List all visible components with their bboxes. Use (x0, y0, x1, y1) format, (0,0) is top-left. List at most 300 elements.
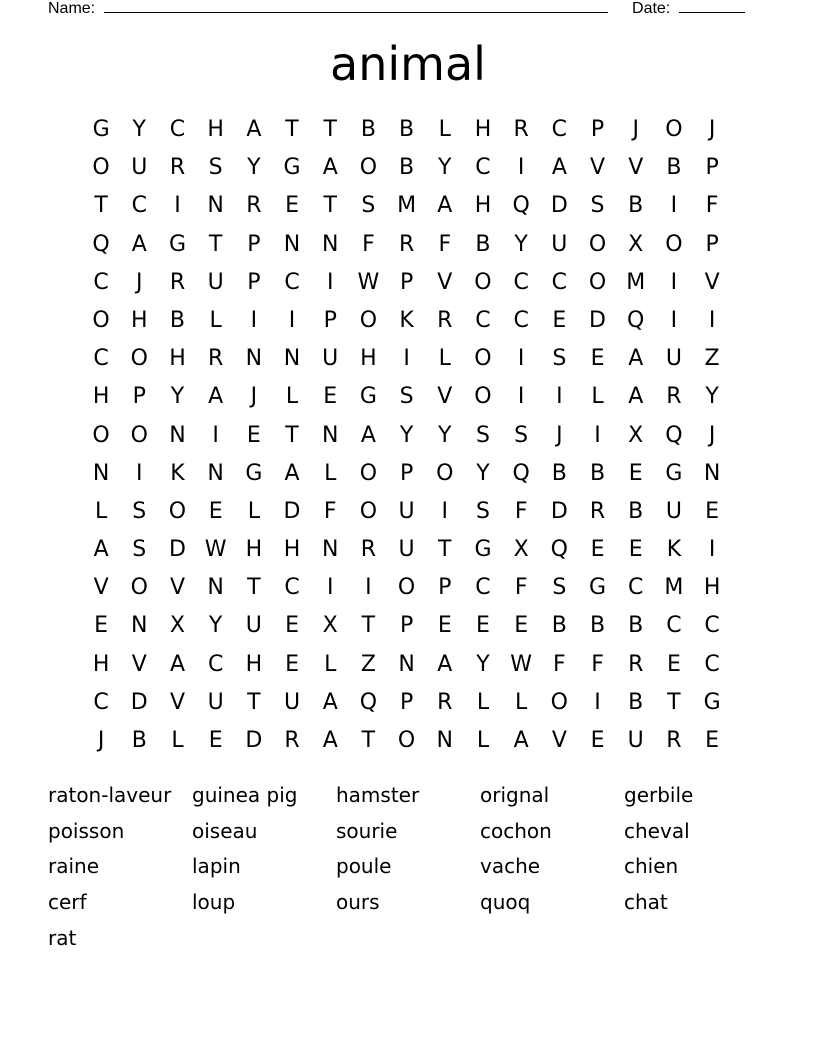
grid-letter: Q (512, 193, 530, 219)
grid-letter: F (514, 498, 528, 524)
grid-letter: V (437, 269, 453, 295)
grid-letter: S (475, 498, 490, 524)
grid-letter: Y (208, 613, 223, 639)
grid-letter: L (94, 498, 108, 524)
grid-letter: O (359, 307, 378, 333)
grid-letter: P (705, 155, 719, 181)
word-bank-item: gerbile (624, 783, 694, 807)
grid-letter: O (397, 728, 416, 753)
grid-letter: F (514, 575, 528, 601)
grid-letter: B (628, 689, 644, 715)
name-label: Name: (48, 0, 96, 17)
grid-row (82, 569, 732, 607)
grid-letter: Q (627, 307, 645, 333)
grid-letter: U (627, 728, 644, 753)
grid-letter: G (665, 460, 683, 486)
grid-letter: O (359, 498, 378, 524)
grid-letter: A (322, 689, 338, 715)
grid-letter: C (513, 307, 529, 333)
word-bank-item: raton-laveur (48, 783, 172, 807)
grid-letter: I (288, 307, 296, 333)
grid-letter: C (551, 269, 568, 295)
grid-letter: L (438, 117, 451, 142)
grid-letter: R (666, 384, 682, 410)
grid-letter: Q (512, 460, 530, 486)
grid-letter: E (705, 728, 720, 753)
grid-letter: E (590, 728, 605, 753)
grid-row (82, 684, 732, 722)
grid-letter: R (284, 728, 300, 753)
grid-letter: G (359, 384, 377, 410)
grid-letter: B (131, 728, 147, 753)
grid-row (82, 722, 732, 760)
grid-letter: T (208, 231, 223, 257)
grid-letter: R (169, 269, 186, 295)
grid-letter: E (285, 651, 299, 677)
grid-letter: I (708, 537, 716, 563)
grid-letter: U (398, 498, 415, 524)
grid-letter: O (130, 346, 148, 372)
grid-letter: I (441, 498, 449, 524)
grid-letter: T (361, 728, 376, 753)
grid-letter: J (97, 728, 105, 753)
grid-letter: C (475, 575, 491, 601)
grid-letter: A (437, 651, 453, 677)
grid-letter: O (436, 460, 454, 486)
grid-letter: E (628, 460, 643, 486)
word-bank-item: chat (624, 890, 668, 915)
grid-letter: C (704, 651, 720, 677)
grid-letter: T (438, 537, 452, 563)
word-bank-item: cerf (48, 890, 87, 915)
grid-letter: B (666, 155, 682, 181)
grid-letter: A (360, 422, 376, 448)
grid-letter: G (474, 537, 492, 563)
puzzle-title: animal (330, 37, 486, 91)
grid-row (82, 340, 732, 378)
grid-letter: L (476, 689, 490, 715)
grid-letter: H (92, 384, 110, 410)
grid-letter: K (399, 307, 414, 333)
grid-row (82, 378, 732, 416)
grid-letter: R (513, 117, 529, 142)
grid-letter: E (208, 498, 223, 524)
word-bank-item: lapin (192, 854, 241, 879)
grid-letter: E (552, 307, 567, 333)
grid-letter: C (475, 307, 491, 333)
grid-letter: R (169, 155, 186, 181)
grid-letter: T (667, 689, 681, 715)
word-bank-item: orignal (480, 783, 550, 807)
grid-letter: Y (438, 422, 452, 448)
grid-letter: X (513, 537, 529, 563)
grid-letter: W (204, 537, 227, 563)
grid-row (82, 531, 732, 569)
grid-letter: E (285, 613, 299, 639)
grid-letter: Y (438, 155, 452, 181)
grid-letter: A (628, 384, 644, 410)
grid-letter: G (589, 575, 607, 601)
grid-letter: E (666, 651, 681, 677)
grid-letter: B (169, 307, 186, 333)
grid-letter: K (170, 460, 185, 486)
grid-letter: P (705, 231, 719, 257)
grid-letter: H (92, 651, 110, 677)
word-bank-item: sourie (336, 818, 398, 843)
word-bank-item: guinea pig (192, 783, 298, 807)
grid-letter: J (632, 117, 639, 142)
grid-letter: W (510, 651, 533, 677)
grid-letter: I (517, 346, 525, 372)
grid-letter: C (284, 575, 300, 601)
grid-letter: C (704, 613, 720, 639)
grid-letter: E (94, 613, 109, 639)
letter-grid (82, 111, 732, 760)
grid-letter: C (475, 155, 491, 181)
grid-row (82, 455, 732, 493)
grid-row (82, 111, 732, 149)
grid-letter: E (285, 193, 299, 219)
grid-letter: N (436, 728, 454, 753)
grid-letter: T (94, 193, 108, 219)
grid-letter: L (515, 689, 528, 715)
grid-letter: V (437, 384, 453, 410)
grid-letter: I (517, 155, 525, 181)
grid-letter: D (130, 689, 148, 715)
grid-letter: P (247, 269, 261, 295)
grid-letter: U (551, 231, 568, 257)
grid-letter: N (245, 346, 263, 372)
grid-letter: X (169, 613, 185, 639)
word-bank (48, 778, 768, 956)
grid-letter: E (246, 422, 261, 448)
grid-letter: T (285, 422, 299, 448)
grid-letter: O (588, 269, 607, 295)
worksheet-header (48, 0, 745, 19)
grid-letter: I (403, 346, 410, 372)
date-blank-line (679, 0, 745, 13)
grid-letter: D (283, 498, 301, 524)
word-bank-item: chien (624, 854, 679, 879)
grid-letter: Y (247, 155, 261, 181)
grid-letter: R (398, 231, 415, 257)
word-bank-item: hamster (336, 783, 420, 807)
grid-letter: A (322, 155, 338, 181)
grid-letter: A (284, 460, 300, 486)
grid-letter: S (132, 498, 147, 524)
grid-letter: C (628, 575, 644, 601)
grid-letter: P (399, 269, 414, 295)
grid-letter: X (322, 613, 338, 639)
grid-letter: N (207, 460, 224, 486)
grid-letter: P (399, 460, 414, 486)
grid-letter: L (209, 307, 222, 333)
grid-letter: Q (550, 537, 568, 563)
grid-letter: H (245, 651, 263, 677)
grid-letter: R (437, 689, 453, 715)
grid-letter: C (93, 346, 109, 372)
grid-letter: U (207, 269, 224, 295)
grid-letter: K (666, 537, 682, 563)
grid-letter: H (207, 117, 224, 142)
grid-letter: F (591, 651, 604, 677)
grid-letter: I (670, 269, 678, 295)
grid-letter: Y (132, 117, 146, 142)
grid-letter: B (551, 460, 567, 486)
grid-letter: H (360, 346, 377, 372)
word-bank-item: oiseau (192, 818, 258, 843)
grid-letter: L (171, 728, 184, 753)
grid-row (82, 149, 732, 187)
grid-letter: U (131, 155, 148, 181)
grid-letter: O (397, 575, 416, 601)
grid-letter: B (399, 117, 415, 142)
grid-letter: U (322, 346, 339, 372)
grid-letter: A (628, 346, 644, 372)
grid-letter: I (136, 460, 143, 486)
grid-letter: I (517, 384, 525, 410)
grid-row (82, 226, 732, 264)
grid-letter: C (93, 269, 109, 295)
grid-letter: J (708, 117, 716, 142)
grid-letter: B (589, 613, 606, 639)
grid-letter: P (590, 117, 605, 142)
grid-letter: N (207, 575, 224, 601)
grid-letter: U (665, 498, 682, 524)
grid-letter: Y (476, 460, 490, 486)
grid-letter: T (247, 689, 261, 715)
grid-letter: C (131, 193, 147, 219)
grid-letter: E (705, 498, 720, 524)
grid-letter: D (168, 537, 186, 563)
grid-letter: G (245, 460, 263, 486)
grid-letter: S (552, 346, 567, 372)
grid-letter: O (665, 231, 683, 257)
grid-letter: H (474, 193, 492, 219)
grid-letter: O (92, 422, 110, 448)
grid-letter: G (703, 689, 721, 715)
grid-letter: C (93, 689, 109, 715)
grid-letter: N (283, 346, 301, 372)
grid-letter: N (131, 613, 148, 639)
word-bank-item: rat (48, 925, 77, 950)
grid-letter: V (590, 155, 606, 181)
grid-letter: J (250, 384, 258, 410)
grid-letter: D (589, 307, 606, 333)
grid-letter: L (438, 346, 451, 372)
grid-letter: H (169, 346, 186, 372)
grid-letter: T (285, 117, 299, 142)
grid-letter: R (437, 307, 453, 333)
grid-row (82, 493, 732, 531)
grid-letter: U (398, 537, 415, 563)
grid-letter: P (323, 307, 337, 333)
word-bank-item: poisson (48, 818, 125, 843)
grid-letter: S (399, 384, 414, 410)
word-bank-item: quoq (480, 890, 531, 915)
grid-letter: Y (705, 384, 719, 410)
grid-row (82, 607, 732, 645)
grid-letter: N (321, 231, 339, 257)
grid-letter: B (475, 231, 491, 257)
grid-letter: O (168, 498, 187, 524)
grid-letter: B (360, 117, 376, 142)
grid-letter: T (323, 193, 337, 219)
grid-letter: S (475, 422, 490, 448)
grid-row (82, 646, 732, 684)
grid-letter: L (591, 384, 604, 410)
grid-letter: A (322, 728, 338, 753)
grid-letter: Y (399, 422, 414, 448)
grid-letter: A (437, 193, 453, 219)
grid-letter: E (323, 384, 338, 410)
grid-letter: I (670, 193, 678, 219)
grid-letter: Z (704, 346, 720, 372)
grid-letter: O (92, 307, 110, 333)
grid-letter: V (131, 651, 147, 677)
grid-letter: C (169, 117, 186, 142)
grid-letter: C (284, 269, 300, 295)
grid-letter: R (589, 498, 606, 524)
grid-letter: J (708, 422, 716, 448)
grid-letter: C (513, 269, 529, 295)
grid-letter: V (551, 728, 567, 753)
grid-letter: N (169, 422, 186, 448)
grid-letter: L (285, 384, 299, 410)
grid-letter: S (361, 193, 376, 219)
grid-letter: E (208, 728, 223, 753)
grid-letter: B (551, 613, 567, 639)
grid-letter: I (326, 269, 334, 295)
grid-letter: M (626, 269, 646, 295)
grid-letter: F (323, 498, 337, 524)
grid-letter: H (131, 307, 148, 333)
grid-letter: U (207, 689, 224, 715)
grid-letter: I (670, 307, 678, 333)
grid-letter: A (551, 155, 567, 181)
grid-letter: V (93, 575, 109, 601)
grid-letter: A (169, 651, 185, 677)
grid-letter: S (132, 537, 147, 563)
grid-letter: V (169, 689, 185, 715)
grid-letter: P (399, 613, 414, 639)
grid-letter: U (665, 346, 682, 372)
grid-letter: F (553, 651, 566, 677)
grid-letter: I (212, 422, 219, 448)
grid-letter: O (474, 269, 492, 295)
grid-letter: B (628, 613, 644, 639)
grid-letter: P (399, 689, 414, 715)
grid-letter: R (666, 728, 682, 753)
grid-letter: N (398, 651, 415, 677)
grid-letter: N (703, 460, 721, 486)
grid-letter: O (130, 422, 148, 448)
grid-letter: F (362, 231, 375, 257)
grid-letter: B (628, 193, 644, 219)
grid-letter: O (359, 155, 378, 181)
grid-letter: N (92, 460, 110, 486)
grid-letter: O (474, 384, 492, 410)
grid-letter: Z (360, 651, 376, 677)
grid-letter: A (131, 231, 147, 257)
grid-letter: F (438, 231, 452, 257)
grid-letter: O (474, 346, 492, 372)
grid-letter: N (207, 193, 224, 219)
grid-letter: E (437, 613, 452, 639)
grid-letter: I (556, 384, 563, 410)
grid-letter: H (474, 117, 492, 142)
grid-letter: U (283, 689, 301, 715)
grid-letter: Q (359, 689, 378, 715)
date-label: Date: (632, 0, 671, 17)
grid-letter: Y (476, 651, 490, 677)
grid-letter: T (247, 575, 261, 601)
grid-letter: I (708, 307, 716, 333)
grid-letter: A (246, 117, 262, 142)
grid-letter: V (169, 575, 185, 601)
grid-letter: T (323, 117, 337, 142)
grid-letter: J (136, 269, 143, 295)
grid-letter: G (168, 231, 186, 257)
grid-letter: P (247, 231, 261, 257)
grid-letter: I (365, 575, 372, 601)
grid-letter: S (590, 193, 605, 219)
grid-letter: O (359, 460, 378, 486)
grid-letter: S (552, 575, 567, 601)
grid-letter: D (550, 193, 568, 219)
grid-letter: A (93, 537, 109, 563)
grid-letter: Q (665, 422, 683, 448)
grid-row (82, 264, 732, 302)
grid-letter: D (245, 728, 263, 753)
grid-letter: B (589, 460, 606, 486)
grid-letter: E (590, 346, 605, 372)
grid-letter: N (283, 231, 301, 257)
grid-letter: Y (170, 384, 185, 410)
grid-letter: O (588, 231, 607, 257)
grid-letter: G (283, 155, 301, 181)
grid-letter: E (476, 613, 490, 639)
word-bank-item: poule (336, 854, 392, 879)
grid-letter: O (92, 155, 110, 181)
grid-letter: I (326, 575, 334, 601)
grid-letter: M (397, 193, 417, 219)
grid-letter: X (628, 231, 644, 257)
grid-letter: D (550, 498, 568, 524)
grid-letter: O (550, 689, 568, 715)
grid-letter: P (438, 575, 452, 601)
grid-letter: N (321, 537, 339, 563)
grid-letter: H (703, 575, 721, 601)
grid-letter: I (174, 193, 181, 219)
grid-letter: T (361, 613, 376, 639)
grid-letter: A (513, 728, 529, 753)
grid-row (82, 187, 732, 225)
grid-letter: S (208, 155, 223, 181)
word-bank-item: cochon (480, 818, 552, 843)
grid-row (82, 302, 732, 340)
grid-letter: X (628, 422, 644, 448)
grid-letter: I (250, 307, 258, 333)
grid-letter: R (208, 346, 224, 372)
grid-letter: Q (92, 231, 110, 257)
grid-letter: N (321, 422, 339, 448)
word-bank-item: loup (192, 890, 236, 915)
grid-letter: R (628, 651, 644, 677)
grid-letter: G (92, 117, 110, 142)
grid-letter: E (628, 537, 643, 563)
grid-letter: C (666, 613, 682, 639)
